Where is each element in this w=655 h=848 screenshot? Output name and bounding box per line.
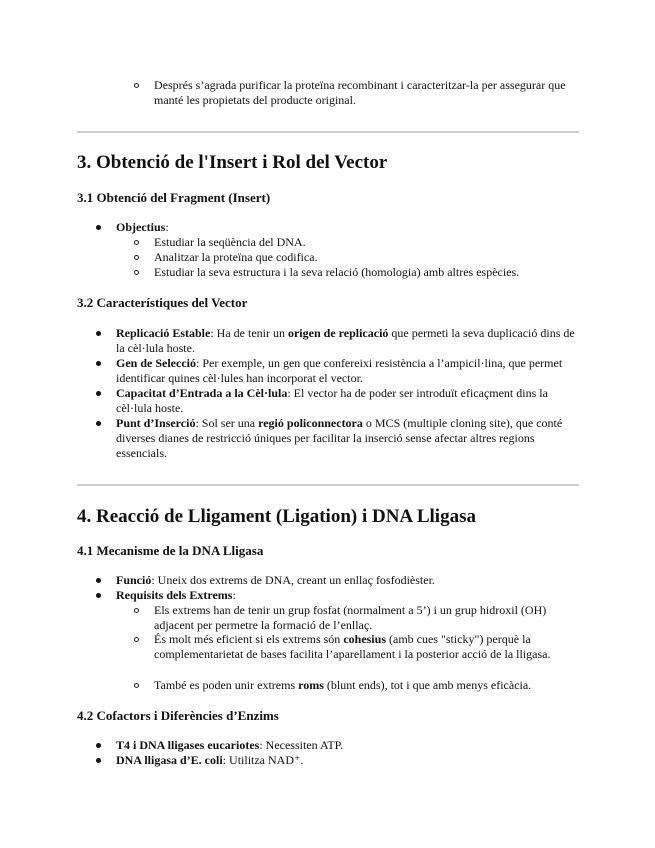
circle-bullet-icon [134,603,146,618]
circle-bullet-icon [134,235,146,250]
section-4-title: 4. Reacció de Lligament (Ligation) i DNA Lligasa [77,506,476,527]
objectius-label: Objectius [116,220,166,234]
divider [77,131,579,133]
circle-bullet-icon [134,265,146,280]
document-page: Després s’agrada purificar la proteïna recombinant i caracteritzar-la per assegurar que manté les propietats del producte original. 3. Obtenció de l'Insert i Rol del Vector 3.1 Obtenció del Fragment (Insert) Objectius: Estudiar la seqüència del DNA. Analitzar la proteïna que codifica. Estudiar la seva estructura i la seva relació (homologia) amb altres espècies. 3.2 Característiques del Vector Replicació Estable: Ha de tenir un origen de replicació que permeti la seva duplicació dins de la cèl·lula hoste. Gen de Selecció: Per exemple, un gen que confereixi resistència a l’ampicil·lina, que permet identificar quines cèl·lules han incorporat el vector. Capacitat d’Entrada a la Cèl·lula: El vector ha de poder ser introduït eficaçment dins la cèl·lula hoste. Punt d’Inserció: Sol ser una regió policonnectora o MCS (multiple cloning site), que conté diverses dianes de restricció úniques per facilitar la inserció sense afectar altres regions essencials. 4. Reacció de Lligament (Ligation) i DNA Lligasa 4.1 Mecanisme de la DNA Lligasa Funció: Uneix dos extrems de DNA, creant un enllaç fosfodièster. Requisits dels Extrems: Els extrems han de tenir un grup fosfat (normalment a 5’) i un grup hidroxil (OH) adjacent per permetre la formació de l’enllaç. És molt més eficient si els extrems són cohesius (amb cues "sticky") perquè la complementarietat de bases facilita l’aparellament i la posterior acció de la lligasa. També es poden unir extrems roms (blunt ends), tot i que amb menys eficàcia. 4.2 Cofactors i Diferències d’Enzims T4 i DNA lligases eucariotes: Necessiten ATP. DNA lligasa d’E. coli: Utilitza NAD⁺. [0,0,655,848]
disc-bullet-icon [96,356,108,371]
list-item-text: Després s’agrada purificar la proteïna recombinant i caracteritzar-la per assegurar que manté les propietats del producte original. [154,78,566,107]
section-3-1-title: 3.1 Obtenció del Fragment (Insert) [77,190,271,205]
disc-bullet-icon [96,573,108,588]
circle-bullet-icon [134,250,146,265]
disc-bullet-icon [96,738,108,753]
disc-bullet-icon [96,588,108,603]
section-4-1-title: 4.1 Mecanisme de la DNA Lligasa [77,543,264,558]
circle-bullet-icon [134,632,146,647]
disc-bullet-icon [96,386,108,401]
circle-bullet-icon [134,678,146,693]
disc-bullet-icon [96,326,108,341]
section-4-2-title: 4.2 Cofactors i Diferències d’Enzims [77,708,279,723]
disc-bullet-icon [96,416,108,431]
disc-bullet-icon [96,753,108,768]
section-3-2-title: 3.2 Característiques del Vector [77,295,248,310]
section-3-title: 3. Obtenció de l'Insert i Rol del Vector [77,152,388,173]
divider [77,484,579,486]
circle-bullet-icon [134,78,146,93]
disc-bullet-icon [96,220,108,235]
